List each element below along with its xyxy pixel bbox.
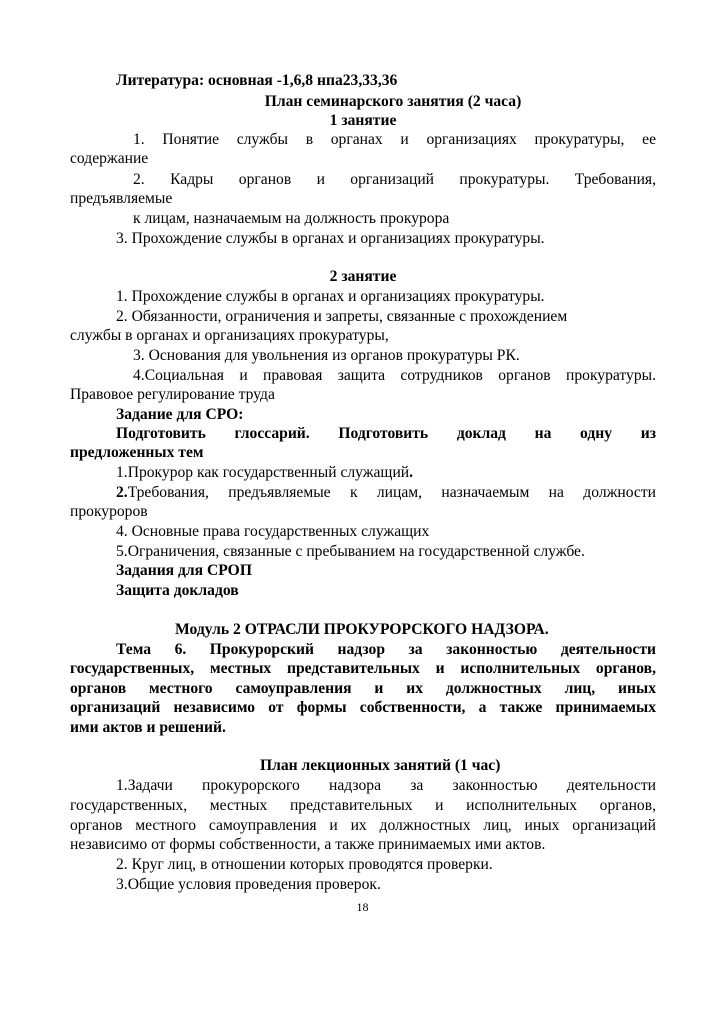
module-theme-line3: органов местного самоуправления и их должностных лиц, иных bbox=[70, 680, 656, 697]
sro-task-line1: Подготовить глоссарий. Подготовить доклад на одну из bbox=[116, 425, 656, 442]
srop-title: Задания для СРОП bbox=[116, 562, 252, 579]
lecture-item1-line2: государственных, местных представительных и исполнительных органов, bbox=[70, 797, 656, 814]
module-theme-line1: Тема 6. Прокурорский надзор за законностью деятельности bbox=[116, 641, 656, 658]
lesson1-item1-line1: 1. Понятие службы в органах и организациях прокуратуры, ее bbox=[133, 131, 656, 148]
sro-topic2-num: 2. bbox=[116, 484, 128, 501]
lecture-plan-title: План лекционных занятий (1 час) bbox=[260, 757, 501, 774]
lesson2-item1: 1. Прохождение службы в органах и организациях прокуратуры. bbox=[116, 288, 545, 305]
sro-title: Задание для СРО: bbox=[116, 406, 244, 423]
lesson1-item1-line2: содержание bbox=[70, 150, 149, 167]
seminar-plan-title: План семинарского занятия (2 часа) bbox=[264, 93, 522, 110]
lesson1-title: 1 занятие bbox=[329, 112, 397, 129]
sro-topic2-line1 bbox=[116, 483, 656, 502]
lesson2-item3: 3. Основания для увольнения из органов прокуратуры РК. bbox=[133, 347, 520, 364]
lesson1-item3: 3. Прохождение службы в органах и организациях прокуратуры. bbox=[116, 230, 545, 247]
module-theme-line5: ими актов и решений. bbox=[70, 719, 226, 736]
lesson2-item2-line2: службы в органах и организациях прокуратуры, bbox=[70, 327, 389, 344]
module-theme-line2: государственных, местных представительных и исполнительных органов, bbox=[70, 660, 656, 677]
lecture-item1-line3: органов местного самоуправления и их должностных лиц, иных организаций bbox=[70, 817, 656, 834]
sro-topic1-text: 1.Прокурор как государственный служащий bbox=[116, 464, 410, 481]
lesson2-item2-line1: 2. Обязанности, ограничения и запреты, связанные с прохождением bbox=[116, 308, 568, 325]
sro-task-line2: предложенных тем bbox=[70, 444, 204, 461]
srop-defense: Защита докладов bbox=[116, 582, 239, 599]
literature-line: Литература: основная -1,6,8 нпа23,33,36 bbox=[116, 72, 398, 89]
sro-topic4: 4. Основные права государственных служащих bbox=[116, 523, 430, 540]
module-theme-line4: организаций независимо от формы собственности, а также принимаемых bbox=[70, 699, 656, 716]
lesson1-item2-line3: к лицам, назначаемым на должность прокурора bbox=[133, 210, 450, 227]
sro-topic2-line2: прокуроров bbox=[70, 503, 148, 520]
lecture-item1-line4: независимо от формы собственности, а также принимаемых ими актов. bbox=[70, 836, 546, 853]
lesson1-item2-line1: 2. Кадры органов и организаций прокуратуры. Требования, bbox=[133, 171, 656, 188]
lesson2-item4-line2: Правовое регулирование труда bbox=[70, 386, 275, 403]
lecture-item1-line1: 1.Задачи прокурорского надзора за законностью деятельности bbox=[116, 777, 656, 794]
lesson2-item4-line1: 4.Социальная и правовая защита сотрудников органов прокуратуры. bbox=[133, 367, 656, 384]
sro-topic2-text: Требования, предъявляемые к лицам, назначаемым на должности bbox=[127, 484, 656, 501]
lesson2-title: 2 занятие bbox=[329, 268, 397, 285]
sro-topic1 bbox=[116, 463, 413, 482]
lecture-item2: 2. Круг лиц, в отношении которых проводятся проверки. bbox=[116, 856, 493, 873]
lecture-item3: 3.Общие условия проведения проверок. bbox=[116, 876, 381, 893]
lesson1-item2-line2: предъявляемые bbox=[70, 190, 173, 207]
sro-topic1-dot: . bbox=[409, 464, 414, 481]
sro-topic5: 5.Ограничения, связанные с пребыванием на государственной службе. bbox=[116, 543, 585, 560]
module-title: Модуль 2 ОТРАСЛИ ПРОКУРОРСКОГО НАДЗОРА. bbox=[175, 621, 549, 638]
page-number: 18 bbox=[356, 900, 369, 914]
